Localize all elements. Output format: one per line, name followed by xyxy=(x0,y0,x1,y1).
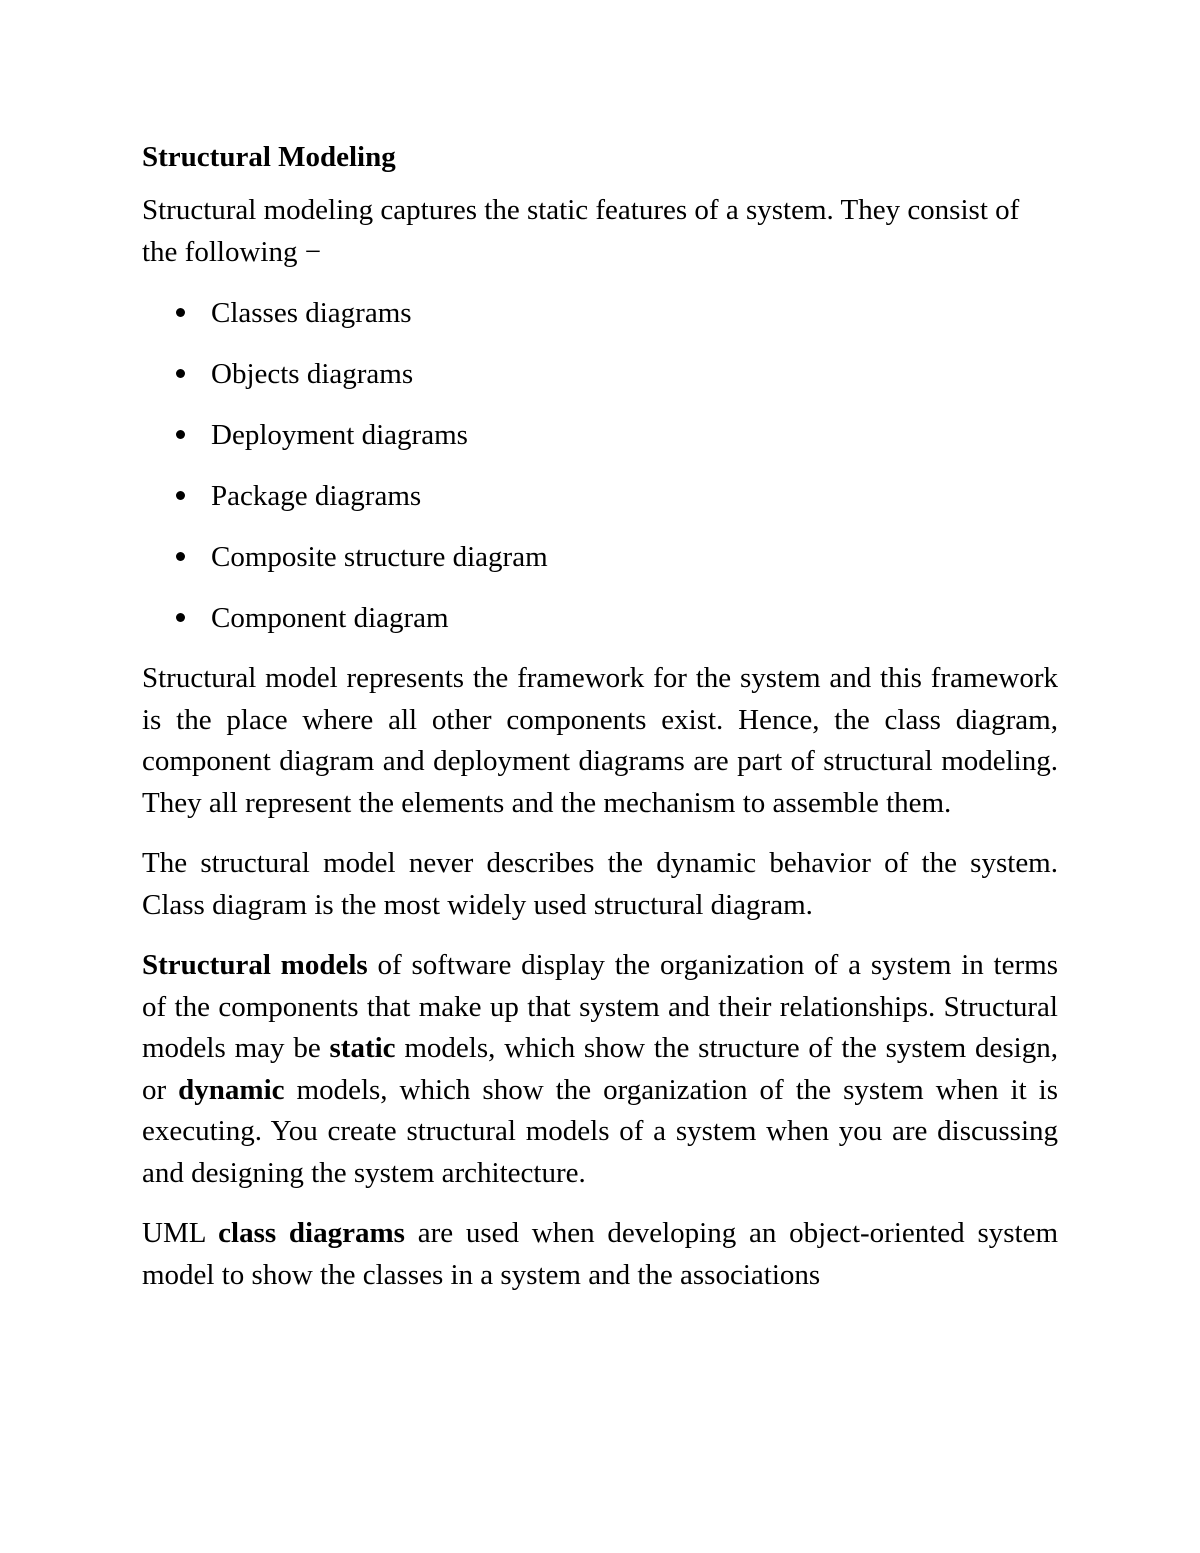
list-item-label: Objects diagrams xyxy=(211,358,414,390)
uml-class-diagrams-paragraph: UML class diagrams are used when developing an object-oriented system model to show the classes in a system and the associations xyxy=(142,1217,1059,1291)
bullet-icon xyxy=(176,491,185,500)
intro-paragraph: Structural modeling captures the static features of a system. They consist of the following − xyxy=(142,194,1020,268)
list-item-label: Component diagram xyxy=(211,602,449,634)
diagram-list xyxy=(142,292,1058,639)
bold-term: dynamic xyxy=(178,1073,285,1106)
bullet-icon xyxy=(176,308,185,317)
list-item xyxy=(142,414,1058,456)
structural-models-paragraph: Structural models of software display the organization of a system in terms of the components that make up that system and their relationships. Structural models may be static models, which show the structure of the system design, or dynamic models, which show the organization of the system when it is executing. You create structural models of a system when you are discussing and designing the system architecture. xyxy=(142,949,1058,1189)
list-item xyxy=(142,597,1058,639)
bullet-icon xyxy=(176,613,185,622)
document-page xyxy=(142,136,1058,1315)
bullet-icon xyxy=(176,369,185,378)
bold-term: Structural models xyxy=(142,949,368,981)
bullet-icon xyxy=(176,552,185,561)
list-item xyxy=(142,536,1058,578)
dynamic-behavior-paragraph: The structural model never describes the dynamic behavior of the system. Class diagram is the most widely used structural diagram. xyxy=(142,847,1058,921)
list-item-label: Composite structure diagram xyxy=(211,541,548,573)
framework-paragraph: Structural model represents the framework for the system and this framework is the place where all other components exist. Hence, the class diagram, component diagram and deployment diagrams are part of structural modeling. They all represent the elements and the mechanism to assemble them. xyxy=(142,662,1058,819)
bullet-icon xyxy=(176,430,185,439)
bold-term: class diagrams xyxy=(218,1217,405,1249)
list-item xyxy=(142,292,1058,334)
list-item-label: Classes diagrams xyxy=(211,297,412,329)
list-item-label: Package diagrams xyxy=(211,480,422,512)
bold-term: static xyxy=(329,1032,396,1064)
list-item xyxy=(142,353,1058,395)
list-item-label: Deployment diagrams xyxy=(211,419,468,451)
page-title: Structural Modeling xyxy=(142,141,396,173)
list-item xyxy=(142,475,1058,517)
